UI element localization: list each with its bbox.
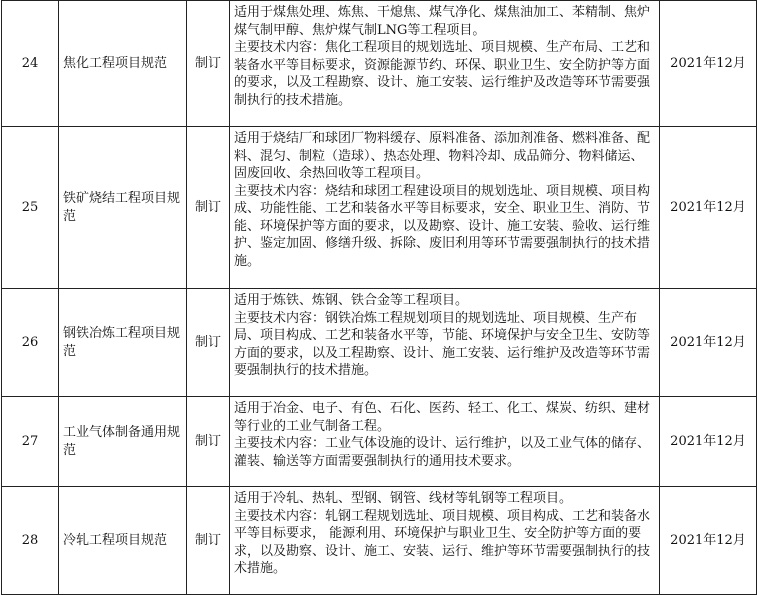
completion-date: 2021年12月 xyxy=(660,1,757,127)
content-cell xyxy=(230,127,660,289)
technical-content-text: 主要技术内容：工业气体设施的设计、运行维护，以及工业气体的储存、灌装、输送等方面需要强制执行的通用技术要求。 xyxy=(234,436,651,469)
completion-date: 2021年12月 xyxy=(660,487,757,595)
completion-date: 2021年12月 xyxy=(660,289,757,397)
scope-text: 适用于烧结厂和球团厂物料缓存、原料准备、添加剂准备、燃料准备、配料、混匀、制粒（造球）、热态处理、物料冷却、成品筛分、物料储运、固废回收、余热回收等工程项目。 xyxy=(234,131,651,181)
scope-text: 适用于煤焦处理、炼焦、干熄焦、煤气净化、煤焦油加工、苯精制、焦炉煤气制甲醇、焦炉煤气制LNG等工程项目。 xyxy=(234,5,651,38)
table-row xyxy=(2,1,757,127)
row-number: 25 xyxy=(2,127,59,289)
content-cell xyxy=(230,487,660,595)
work-type: 制订 xyxy=(187,289,230,397)
standard-name: 铁矿烧结工程项目规范 xyxy=(59,127,187,289)
work-type: 制订 xyxy=(187,1,230,127)
completion-date: 2021年12月 xyxy=(660,127,757,289)
technical-content-text: 主要技术内容：钢铁冶炼工程规划项目的规划选址、项目规模、生产布局、项目构成、工艺和装备水平等，节能、环境保护与安全卫生、安防等方面的要求，以及工程勘察、设计、施工安装、运行维护及改造等环节需要强制执行的技术措施。 xyxy=(234,310,651,378)
table-row xyxy=(2,289,757,397)
scope-text: 适用于冶金、电子、有色、石化、医药、轻工、化工、煤炭、纺织、建材等行业的工业气制备工程。 xyxy=(234,401,651,434)
standard-name: 钢铁冶炼工程项目规范 xyxy=(59,289,187,397)
content-cell xyxy=(230,1,660,127)
row-number: 27 xyxy=(2,397,59,487)
technical-content-text: 主要技术内容：轧钢工程规划选址、项目规模、项目构成、工艺和装备水平等目标要求， 能源利用、环境保护与职业卫生、安全防护等方面的要求，以及勘察、设计、施工、安装、运行、维护等环节需要强制执行的技术措施。 xyxy=(234,508,651,576)
scope-text: 适用于冷轧、热轧、型钢、钢管、线材等轧钢等工程项目。 xyxy=(234,491,573,506)
standard-name: 工业气体制备通用规范 xyxy=(59,397,187,487)
row-number: 24 xyxy=(2,1,59,127)
table-row xyxy=(2,397,757,487)
content-cell xyxy=(230,289,660,397)
table-row xyxy=(2,487,757,595)
standards-table xyxy=(1,0,757,595)
row-number: 28 xyxy=(2,487,59,595)
content-cell xyxy=(230,397,660,487)
completion-date: 2021年12月 xyxy=(660,397,757,487)
standard-name: 焦化工程项目规范 xyxy=(59,1,187,127)
row-number: 26 xyxy=(2,289,59,397)
table-row xyxy=(2,127,757,289)
scope-text: 适用于炼铁、炼钢、铁合金等工程项目。 xyxy=(234,293,469,308)
work-type: 制订 xyxy=(187,127,230,289)
work-type: 制订 xyxy=(187,487,230,595)
technical-content-text: 主要技术内容：烧结和球团工程建设项目的规划选址、项目规模、项目构成、功能性能、工艺和装备水平等目标要求，安全、职业卫生、消防、节能、环境保护等方面的要求，以及勘察、设计、施工安装、验收、运行维护、鉴定加固、修缮升级、拆除、废旧利用等环节需要强制执行的技术措施。 xyxy=(234,183,651,269)
work-type: 制订 xyxy=(187,397,230,487)
technical-content-text: 主要技术内容：焦化工程项目的规划选址、项目规模、生产布局、工艺和装备水平等目标要求，资源能源节约、环保、职业卫生、安全防护等方面的要求，以及工程勘察、设计、施工安装、运行维护及改造等环节需要强制执行的技术措施。 xyxy=(234,40,651,108)
standard-name: 冷轧工程项目规范 xyxy=(59,487,187,595)
